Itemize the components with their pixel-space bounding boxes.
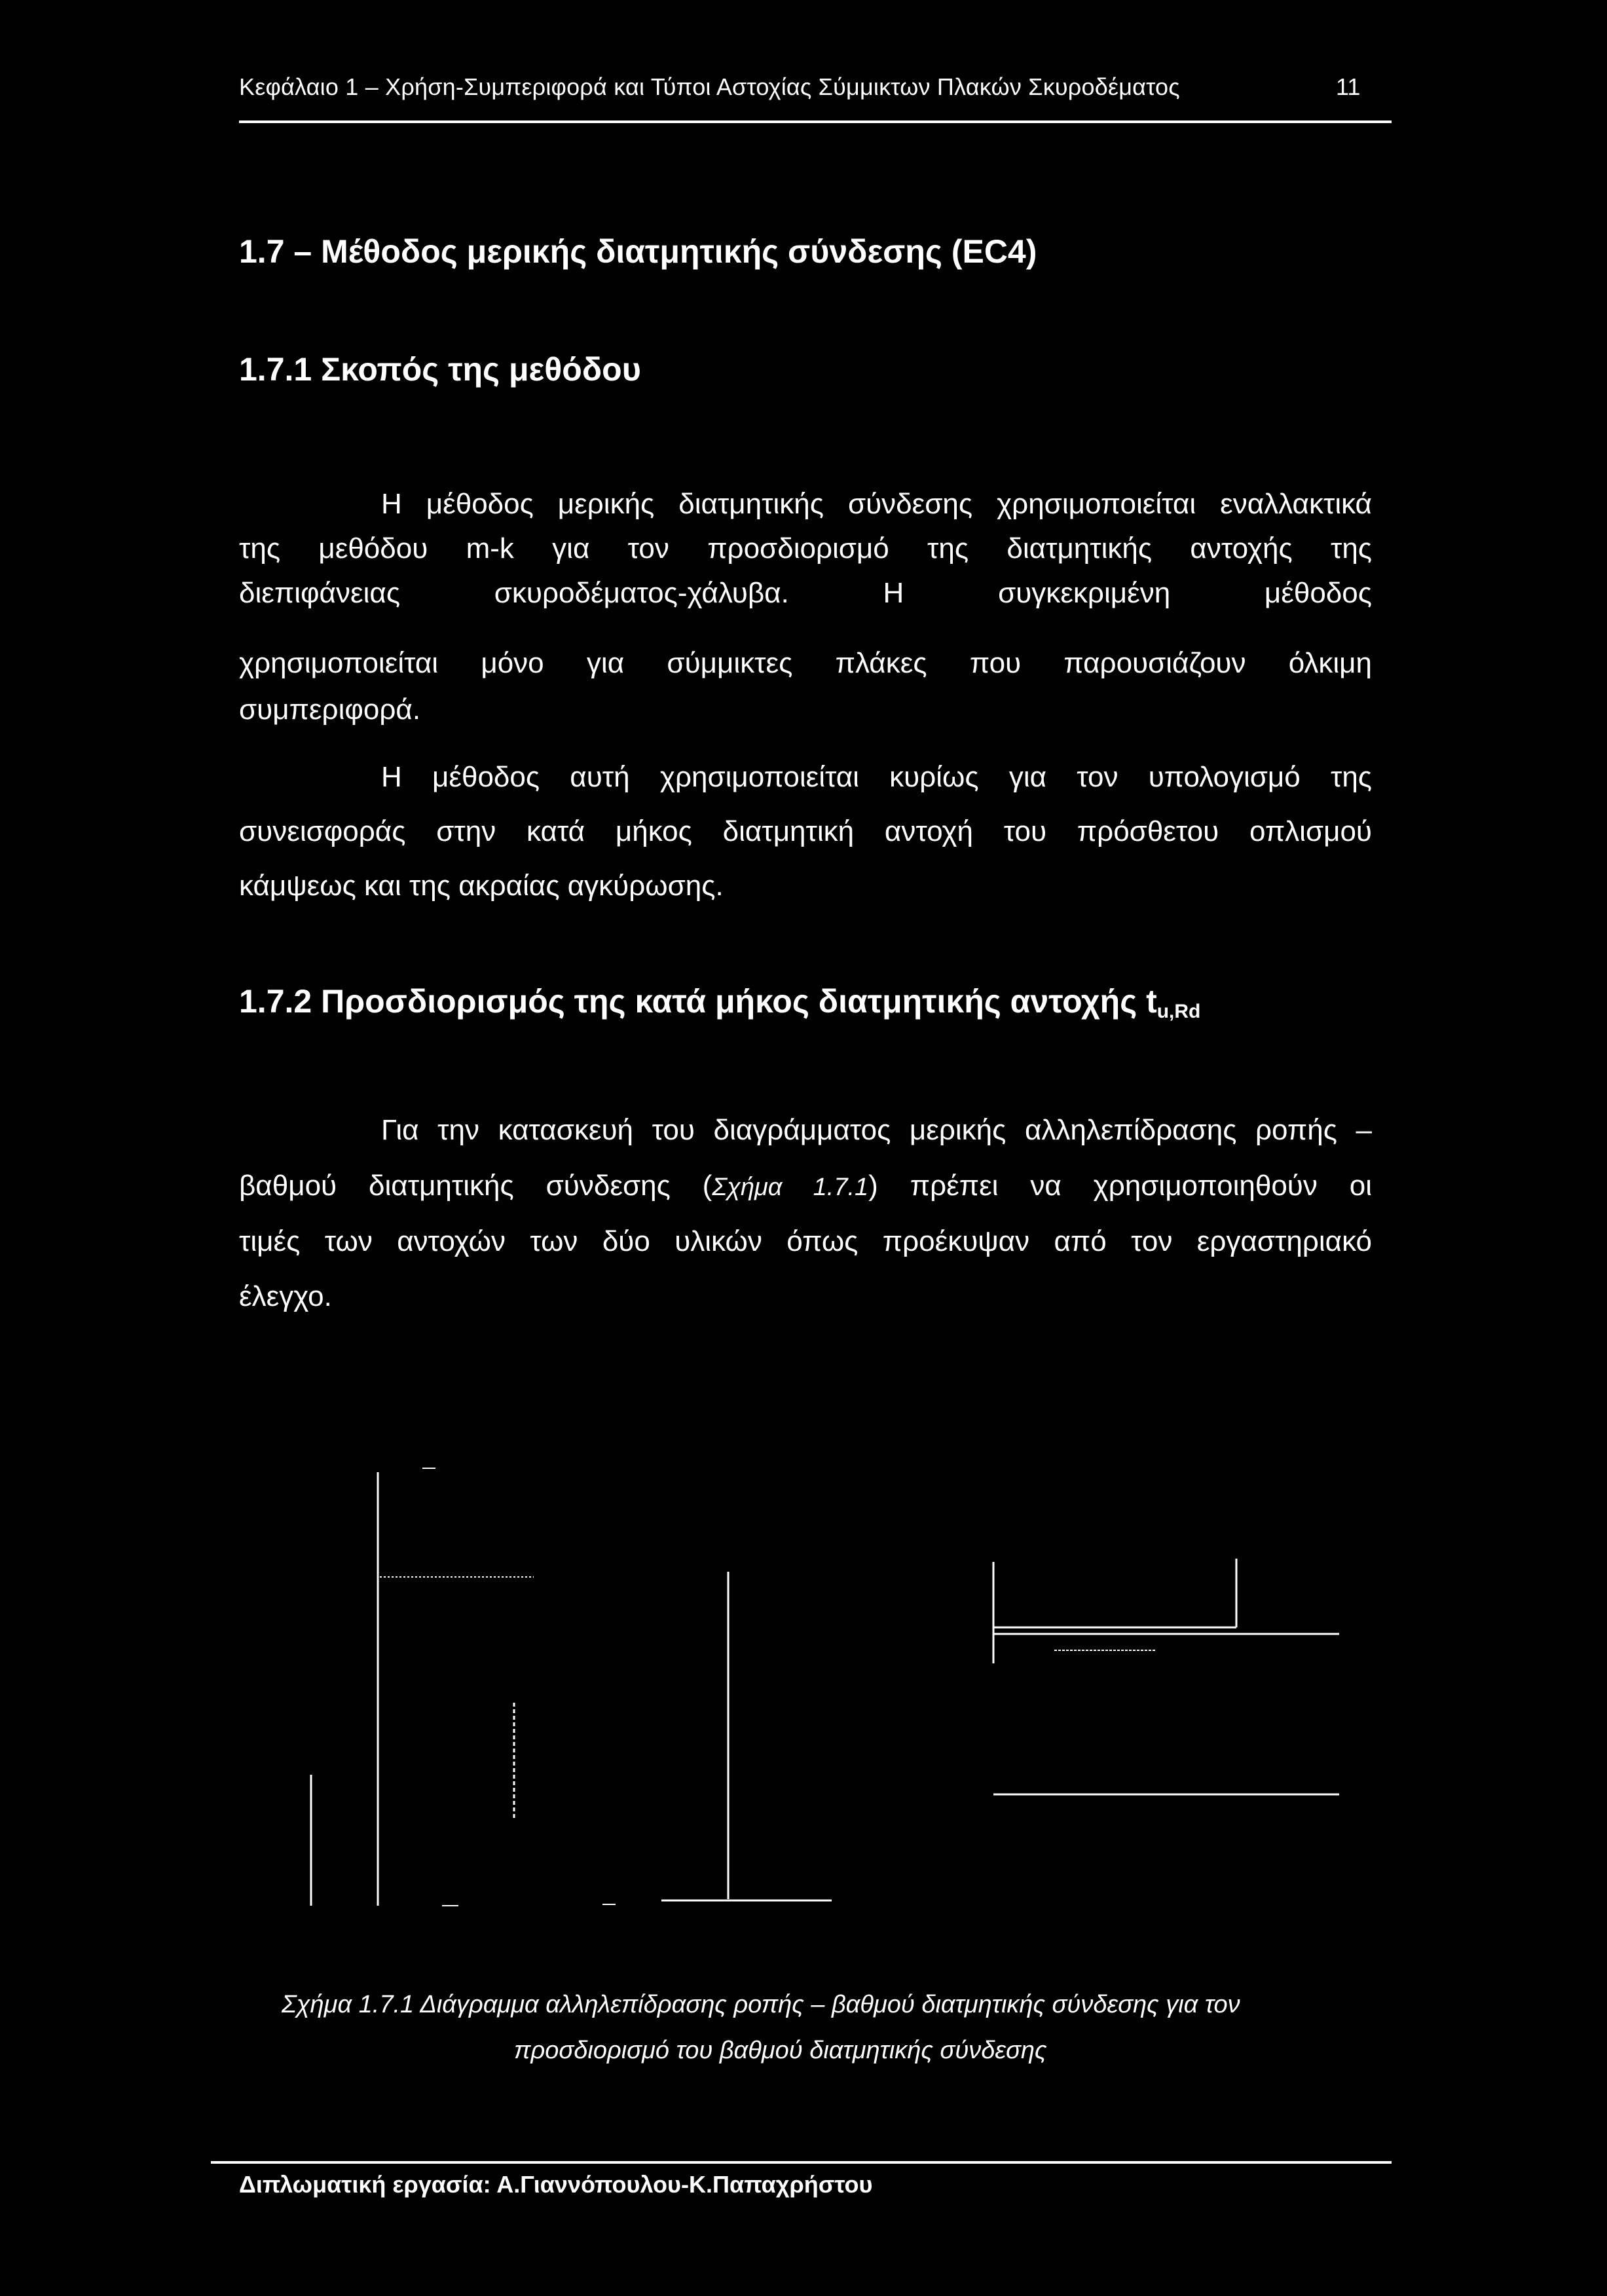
section-title: 1.7 – Μέθοδος μερικής διατμητικής σύνδεσης (EC4): [239, 233, 1037, 270]
diagram-lines: [311, 1468, 1339, 1906]
paragraph-line: Η μέθοδος αυτή χρησιμοποιείται κυρίως για τον υπολογισμό της: [381, 761, 1372, 793]
running-header: Κεφάλαιο 1 – Χρήση-Συμπεριφορά και Τύποι Αστοχίας Σύμμικτων Πλακών Σκυροδέματος: [239, 73, 1180, 100]
figure-caption-line1: Σχήμα 1.7.1 Διάγραμμα αλληλεπίδρασης ροπής – βαθμού διατμητικής σύνδεσης για τον: [282, 1991, 1240, 2018]
paragraph-line: κάμψεως και της ακραίας αγκύρωσης.: [239, 870, 724, 902]
paragraph-line: Για την κατασκευή του διαγράμματος μερικής αλληλεπίδρασης ροπής –: [381, 1114, 1372, 1146]
paragraph-line: συνεισφοράς στην κατά μήκος διατμητική αντοχή του πρόσθετου οπλισμού: [239, 815, 1372, 847]
footer-rule: [211, 2161, 1392, 2164]
header-rule: [239, 120, 1392, 123]
figure-reference: Σχήμα 1.7.1: [712, 1174, 869, 1201]
paragraph-line: χρησιμοποιείται μόνο για σύμμικτες πλάκες που παρουσιάζουν όλκιμη: [239, 647, 1372, 679]
paragraph-line: διεπιφάνειας σκυροδέματος-χάλυβα. Η συγκεκριμένη μέθοδος: [239, 577, 1372, 609]
paragraph-line: έλεγχο.: [239, 1280, 332, 1312]
subscript: u,Rd: [1156, 1001, 1201, 1022]
figure-caption-line2: προσδιορισμό του βαθμού διατμητικής σύνδεσης: [514, 2037, 1047, 2064]
subsection-title-1: 1.7.1 Σκοπός της μεθόδου: [239, 351, 641, 388]
paragraph-line: βαθμού διατμητικής σύνδεσης (Σχήμα 1.7.1) πρέπει να χρησιμοποιηθούν οι: [239, 1170, 1372, 1202]
paragraph-line: τιμές των αντοχών των δύο υλικών όπως προέκυψαν από τον εργαστηριακό: [239, 1225, 1372, 1257]
paragraph-line: της μεθόδου m-k για τον προσδιορισμό της διατμητικής αντοχής της: [239, 532, 1372, 565]
paragraph-line: Η μέθοδος μερικής διατμητικής σύνδεσης χρησιμοποιείται εναλλακτικά: [381, 488, 1372, 520]
subsection-title-2: 1.7.2 Προσδιορισμός της κατά μήκος διατμητικής αντοχής $t_{u,Rd}$: [239, 983, 1201, 1022]
interaction-diagram-figure: [288, 1454, 1388, 1938]
footer-text: Διπλωματική εργασία: Α.Γιαννόπουλου-Κ.Παπαχρήστου: [239, 2171, 873, 2198]
page-number: 11: [1336, 73, 1361, 100]
paragraph-line: συμπεριφορά.: [239, 694, 421, 726]
